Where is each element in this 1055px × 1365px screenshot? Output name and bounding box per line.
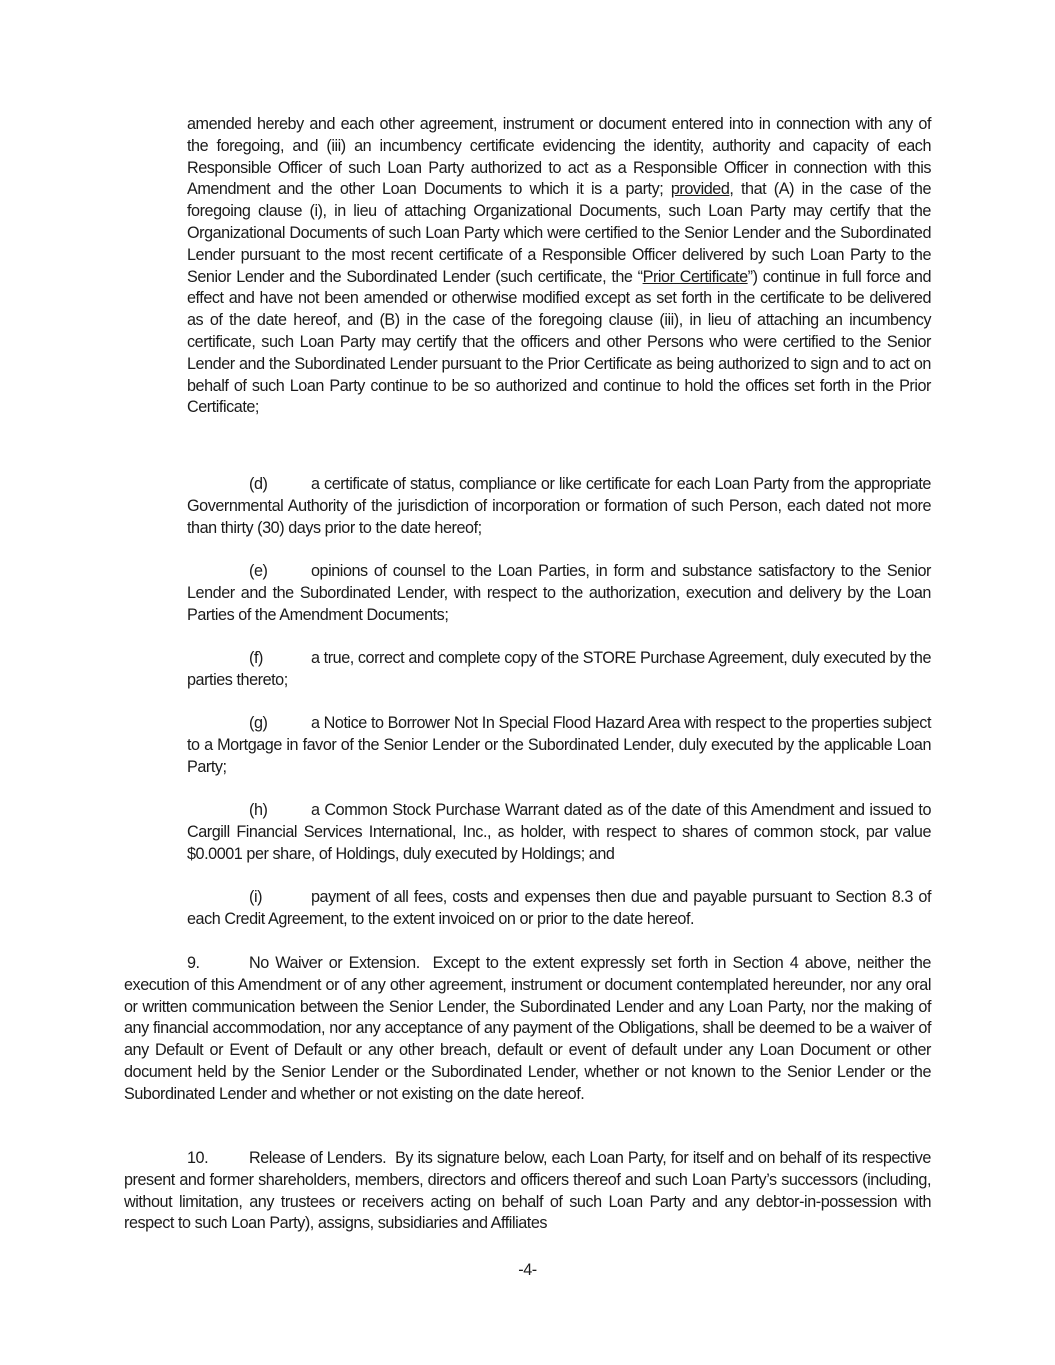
paragraph-text: , that (A) in the case of the foregoing clause (i), in lieu of attaching Organizational Documents, such Loan Party may certify that the Organizational Documents of such Loan Party which were certified to the Senior Lender and the Subordinated Lender pursuant to the most recent certificate of a Responsible Officer delivered by such Loan Party to the Senior Lender and the Subordinated Lender (such certificate, the “	[187, 180, 931, 286]
list-item-i	[187, 887, 931, 931]
item-label: (f)	[249, 649, 263, 667]
list-item-f	[187, 648, 931, 692]
item-label: (e)	[249, 562, 268, 580]
prior-certificate-term: Prior Certificate	[642, 267, 748, 286]
item-text: payment of all fees, costs and expenses then due and payable pursuant to Section 8.3 of each Credit Agreement, to the extent invoiced on or prior to the date hereof.	[187, 888, 931, 928]
section-number: 9.	[187, 954, 200, 972]
item-label: (d)	[249, 475, 268, 493]
paragraph-text: ”) continue in full force and effect and have not been amended or otherwise modified except as set forth in the certificate to be delivered as of the date hereof, and (B) in the case of the foregoing clause (iii), in lieu of attaching an incumbency certificate, such Loan Party may certify that the officers and other Persons who were certified to the Senior Lender and the Subordinated Lender pursuant to the Prior Certificate as being authorized to sign and to act on behalf of such Loan Party continue to be so authorized and continue to hold the offices set forth in the Prior Certificate;	[187, 267, 931, 417]
section-heading: Release of Lenders.	[249, 1149, 387, 1167]
item-label: (g)	[249, 714, 268, 732]
item-text: opinions of counsel to the Loan Parties, in form and substance satisfactory to the Senior Lender and the Subordinated Lender, with respect to the authorization, execution and delivery by the Loan Parties of the Amendment Documents;	[187, 562, 931, 624]
list-item-g	[187, 713, 931, 778]
section-heading: No Waiver or Extension.	[249, 954, 420, 972]
item-text: a true, correct and complete copy of the STORE Purchase Agreement, duly executed by the parties thereto;	[187, 649, 931, 689]
item-text: a Common Stock Purchase Warrant dated as of the date of this Amendment and issued to Cargill Financial Services International, Inc., as holder, with respect to shares of common stock, par value $0.0001 per share, of Holdings, duly executed by Holdings; and	[187, 801, 931, 863]
item-text: a certificate of status, compliance or like certificate for each Loan Party from the appropriate Governmental Authority of the jurisdiction of incorporation or formation of such Person, each dated not more than thirty (30) days prior to the date hereof;	[187, 475, 931, 537]
section-number: 10.	[187, 1149, 209, 1167]
list-item-d	[187, 474, 931, 539]
continuation-paragraph	[187, 114, 931, 419]
item-label: (h)	[249, 801, 268, 819]
section-text: Except to the extent expressly set forth in Section 4 above, neither the execution of this Amendment or of any other agreement, instrument or document contemplated hereunder, nor any oral or written communication between the Senior Lender, the Subordinated Lender and any Loan Party, nor the making of any financial accommodation, nor any acceptance of any payment of the Obligations, shall be deemed to be a waiver of any Default or Event of Default or any other breach, default or event of default under any Loan Document or other document held by the Senior Lender or the Subordinated Lender, whether or not known to the Senior Lender or the Subordinated Lender and whether or not existing on the date hereof.	[124, 954, 931, 1103]
section-10-release-of-lenders	[124, 1148, 931, 1235]
item-label: (i)	[249, 888, 263, 906]
section-text: By its signature below, each Loan Party, for itself and on behalf of its respective present and former shareholders, members, directors and officers thereof and such Loan Party’s successors (including, without limitation, any trustees or receivers acting on behalf of such Loan Party and any debtor-in-possession with respect to such Loan Party), assigns, subsidiaries and Affiliates	[124, 1149, 931, 1233]
item-text: a Notice to Borrower Not In Special Flood Hazard Area with respect to the properties subject to a Mortgage in favor of the Senior Lender or the Subordinated Lender, duly executed by the applicable Loan Party;	[187, 714, 931, 776]
list-item-e	[187, 561, 931, 626]
list-item-h	[187, 800, 931, 865]
provided-term: provided	[670, 180, 730, 199]
page-number: -4-	[518, 1261, 537, 1279]
section-9-no-waiver	[124, 953, 931, 1106]
paragraph-text: amended hereby and each other agreement, instrument or document entered into in connection with any of the foregoing, and (iii) an incumbency certificate evidencing the identity, authority and capacity of each Responsible Officer of such Loan Party authorized to act as a Responsible Officer in connection with this Amendment and the other Loan Documents to which it is a party;	[187, 115, 931, 199]
